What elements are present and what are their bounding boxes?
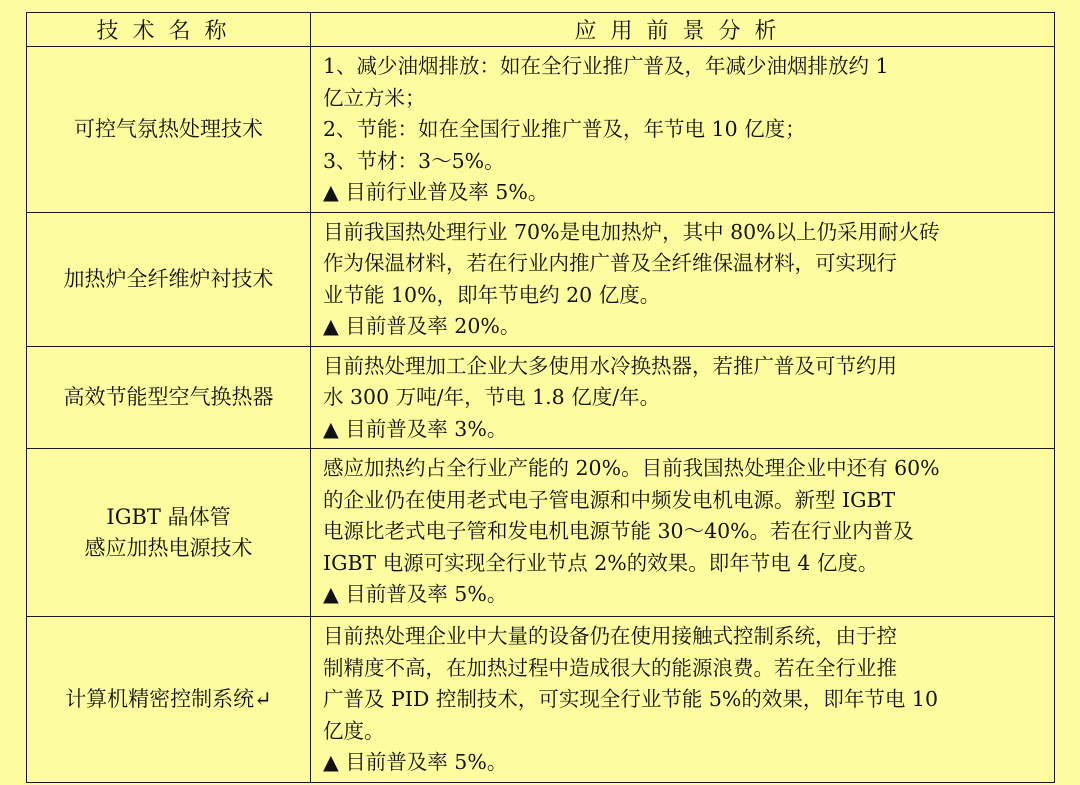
analysis-cell [311,47,1055,213]
adoption-rate-line: ▲ 目前普及率 20%。 [323,314,521,338]
adoption-rate-line: ▲ 目前普及率 3%。 [323,416,508,441]
tech-name: 感应加热电源技术 [84,535,253,560]
analysis-line: 目前热处理加工企业大多使用水冷换热器，若推广普及可节约用 [323,353,897,378]
analysis-line: 广普及 PID 控制技术，可实现全行业节能 5%的效果，即年节电 10 [323,687,938,711]
tech-name: 计算机精密控制系统↵ [65,686,272,711]
document-page [26,12,1054,783]
analysis-cell [311,212,1055,346]
tech-name-cell [27,449,311,617]
table-row [27,346,1055,449]
analysis-line: 目前热处理企业中大量的设备仍在使用接触式控制系统，由于控 [323,624,897,648]
table-row [27,47,1055,213]
analysis-line: 2、节能：如在全国行业推广普及，年节电 10 亿度； [323,117,806,141]
tech-name: IGBT 晶体管 [106,504,231,529]
tech-name: 加热炉全纤维炉衬技术 [63,266,274,291]
table-row [27,617,1055,783]
adoption-rate-line: ▲ 目前行业普及率 5%。 [323,180,549,204]
analysis-line: 业节能 10%，即年节电约 20 亿度。 [323,282,661,307]
analysis-line: 制精度不高，在加热过程中造成很大的能源浪费。若在全行业推 [323,655,897,680]
analysis-line: 亿度。 [323,718,385,743]
adoption-rate-line: ▲ 目前普及率 5%。 [323,750,508,774]
table-header-row [27,13,1055,47]
adoption-rate-line: ▲ 目前普及率 5%。 [323,582,508,606]
technology-table [26,12,1055,783]
analysis-line: 目前我国热处理行业 70%是电加热炉，其中 80%以上仍采用耐火砖 [323,219,940,244]
tech-name-cell [27,346,311,449]
tech-name: 可控气氛热处理技术 [74,116,263,141]
header-tech-name: 技术名称 [27,13,311,47]
tech-name-cell [27,47,311,213]
analysis-cell [311,346,1055,449]
tech-name: 高效节能型空气换热器 [63,384,274,409]
analysis-line: 作为保温材料，若在行业内推广普及全纤维保温材料，可实现行 [323,251,897,275]
header-application-analysis: 应用前景分析 [311,13,1055,47]
table-row [27,449,1055,617]
tech-name-cell [27,617,311,783]
analysis-line: 的企业仍在使用老式电子管电源和中频发电机电源。新型 IGBT [323,487,896,512]
analysis-line: 亿立方米； [323,85,426,110]
analysis-cell [311,617,1055,783]
analysis-line: 水 300 万吨/年，节电 1.8 亿度/年。 [323,385,661,409]
table-row [27,212,1055,346]
analysis-line: IGBT 电源可实现全行业节点 2%的效果。即年节电 4 亿度。 [323,550,879,575]
analysis-line: 1、减少油烟排放：如在全行业推广普及，年减少油烟排放约 1 [323,54,889,78]
analysis-line: 3、节材：3～5%。 [323,148,505,173]
analysis-cell [311,449,1055,617]
analysis-line: 电源比老式电子管和发电机电源节能 30～40%。若在行业内普及 [323,519,914,543]
tech-name-cell [27,212,311,346]
analysis-line: 感应加热约占全行业产能的 20%。目前我国热处理企业中还有 60% [323,456,940,480]
